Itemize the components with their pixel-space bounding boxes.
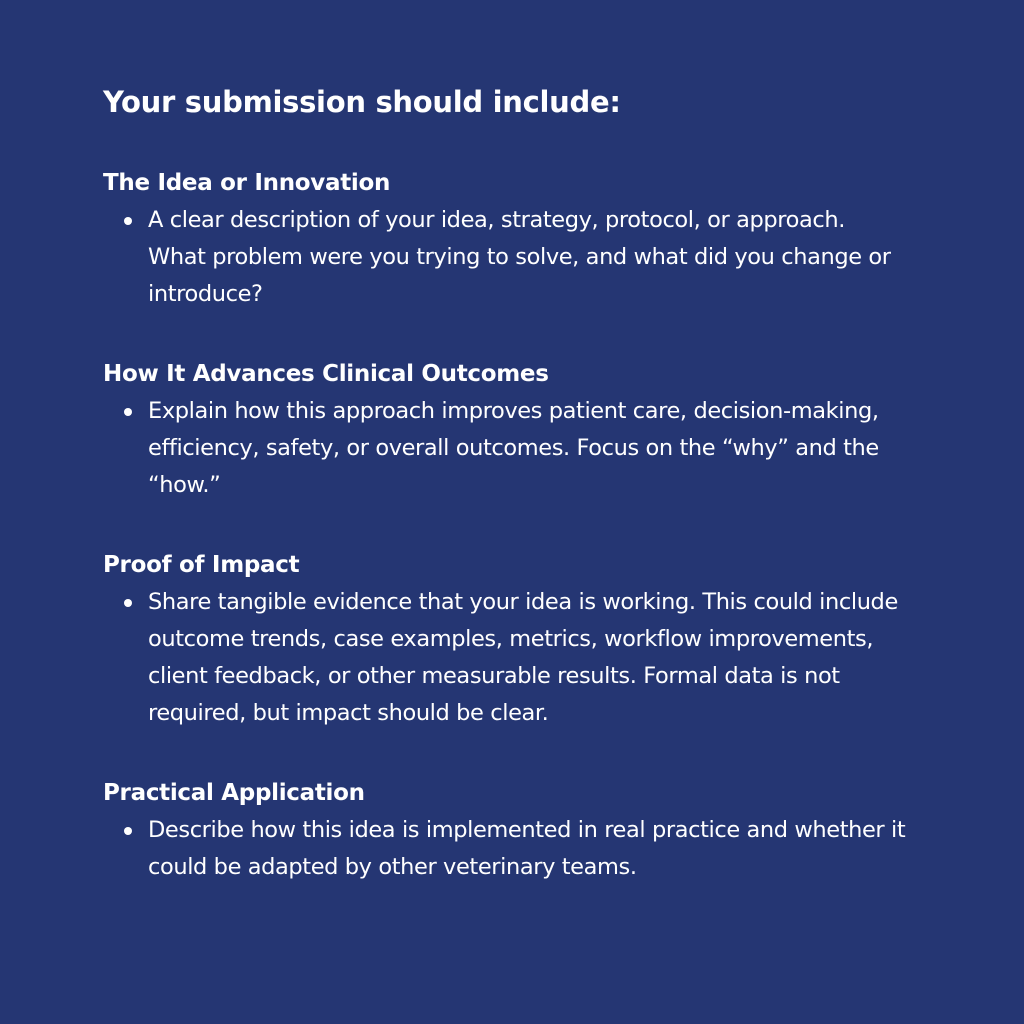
list-item-text: A clear description of your idea, strategy, protocol, or approach. What problem were you trying to solve, and what did you change or introduce? (148, 207, 891, 307)
section-heading: How It Advances Clinical Outcomes (103, 361, 549, 387)
bullet-list (103, 202, 924, 313)
page-title: Your submission should include: (103, 85, 621, 119)
bullet-list (103, 812, 924, 886)
bullet-icon (124, 599, 132, 607)
bullet-icon (124, 827, 132, 835)
bullet-icon (124, 408, 132, 416)
section-heading: The Idea or Innovation (103, 170, 391, 196)
list-item (148, 393, 908, 504)
section-heading: Proof of Impact (103, 552, 300, 578)
list-item (148, 584, 908, 732)
section-proof-of-impact (103, 548, 924, 732)
bullet-list (103, 393, 924, 504)
list-item-text: Describe how this idea is implemented in real practice and whether it could be adapted by other veterinary teams. (148, 817, 906, 880)
section-practical-application (103, 776, 924, 886)
bullet-icon (124, 217, 132, 225)
list-item-text: Share tangible evidence that your idea is working. This could include outcome trends, case examples, metrics, workflow improvements, client feedback, or other measurable results. Formal data is not required, but impact should be clear. (148, 589, 898, 726)
list-item (148, 812, 908, 886)
section-heading: Practical Application (103, 780, 365, 806)
bullet-list (103, 584, 924, 732)
list-item-text: Explain how this approach improves patient care, decision-making, efficiency, safety, or overall outcomes. Focus on the “why” and the “how.” (148, 398, 879, 498)
section-clinical-outcomes (103, 357, 924, 504)
section-idea-innovation (103, 166, 924, 313)
list-item (148, 202, 908, 313)
